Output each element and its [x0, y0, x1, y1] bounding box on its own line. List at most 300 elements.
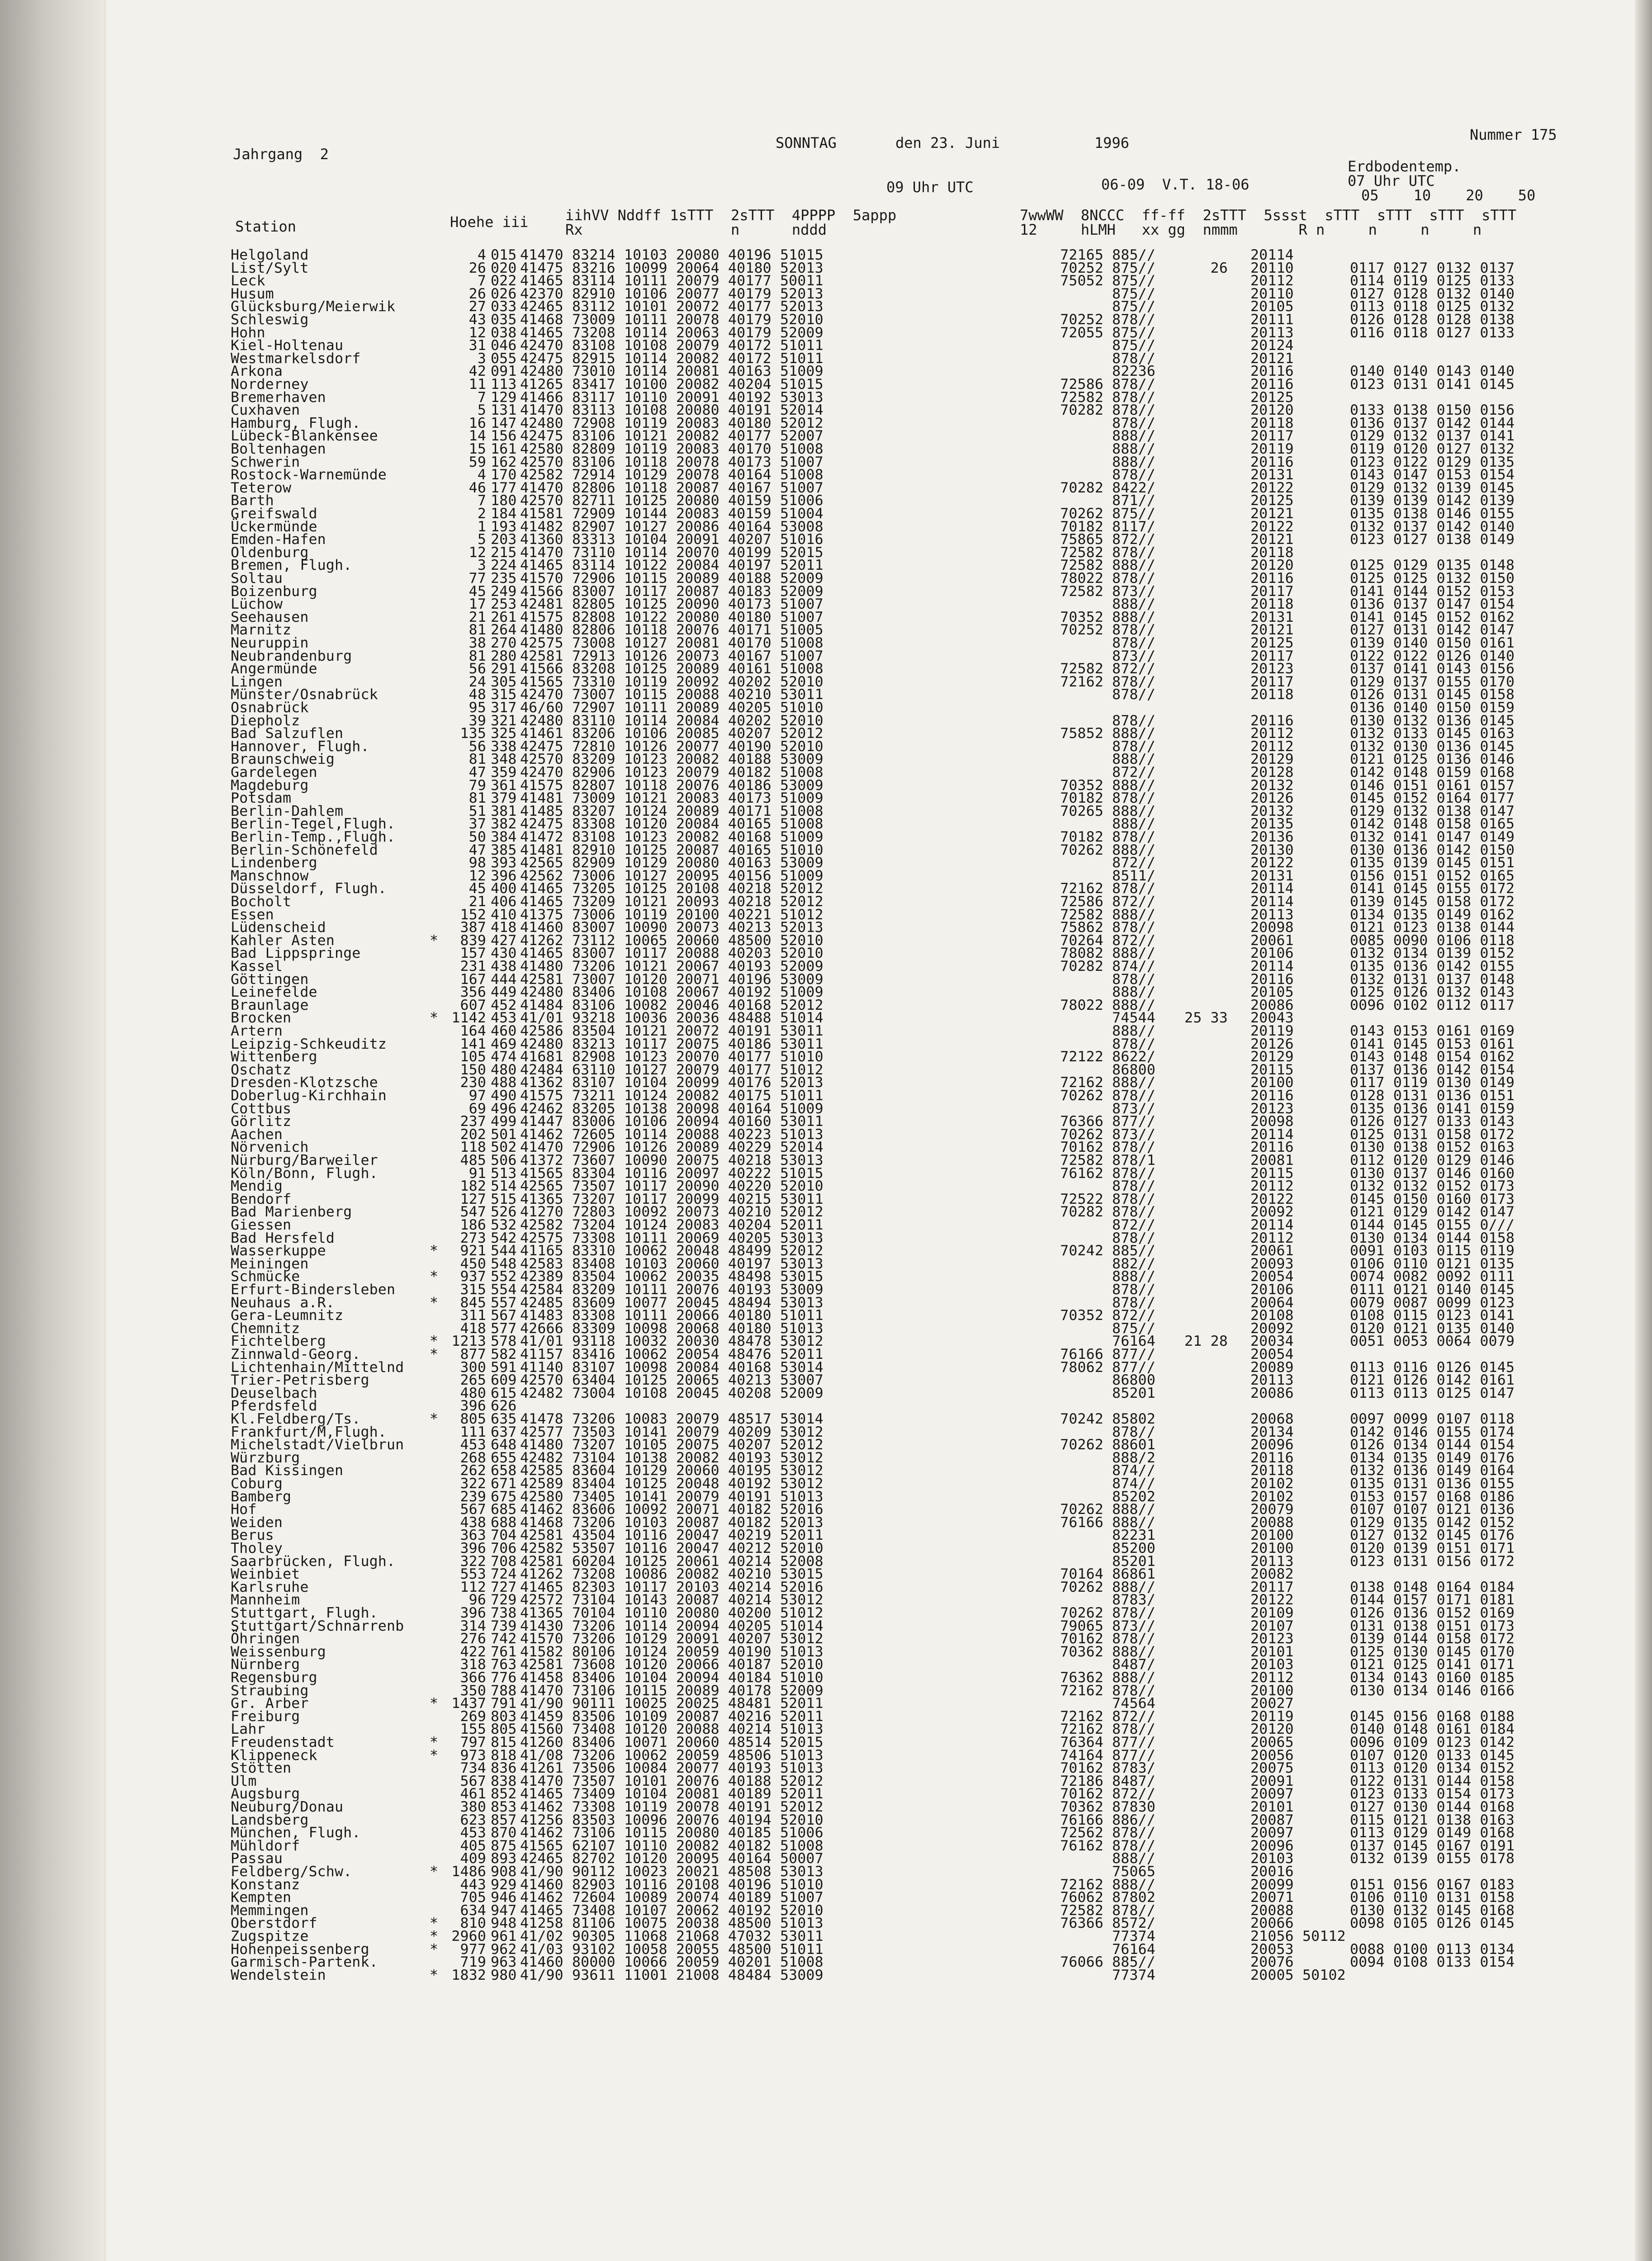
cell-soil: 0130 0137 0146 0160	[1350, 1165, 1515, 1182]
cell-ext: 20118	[1250, 415, 1294, 431]
cell-data: 42580 73405 10141 20079 40191 51013	[520, 1488, 824, 1505]
cell-syn: 70252 878//	[1060, 312, 1155, 328]
cell-ext: 20103	[1250, 1656, 1294, 1673]
cell-ext: 20119	[1250, 1023, 1294, 1039]
cell-soil: 0130 0138 0152 0163	[1350, 1139, 1515, 1156]
cell-hoehe: 623	[460, 1812, 486, 1828]
date: den 23. Juni	[895, 134, 1000, 151]
cell-data: 41470 72906 10126 20089 40229 52014	[520, 1139, 824, 1156]
cell-hoehe: 16	[469, 415, 486, 431]
cell-data: 42480 83406 10108 20067 40192 51009	[520, 984, 824, 1001]
cell-station: Freiburg	[231, 1708, 300, 1725]
cell-hoehe: 453	[460, 1825, 486, 1841]
cell-hoehe: 239	[460, 1488, 486, 1505]
cell-data: 42586 83504 10121 20072 40191 53011	[520, 1023, 824, 1039]
cell-station: Greifswald	[231, 506, 317, 522]
cell-hoehe: 21	[469, 894, 486, 910]
cell-iii: 170	[491, 467, 517, 483]
cell-star: *	[430, 1411, 439, 1427]
cell-ext: 20116	[1250, 454, 1294, 470]
cell-station: Bocholt	[231, 894, 292, 910]
cell-station: Gr. Arber	[231, 1695, 309, 1712]
cell-data: 41460 80000 10066 20059 40201 51008	[520, 1954, 824, 1971]
cell-syn: 75865 872//	[1060, 531, 1155, 548]
cell-iii: 348	[491, 751, 517, 768]
cell-iii: 577	[491, 1320, 517, 1337]
cell-hoehe: 46	[469, 479, 486, 496]
cell-data: 41485 83207 10124 20089 40171 51008	[520, 803, 824, 819]
cell-iii: 438	[491, 958, 517, 974]
cell-soil: 0136 0140 0150 0159	[1350, 700, 1515, 716]
cell-hoehe: 38	[469, 635, 486, 651]
cell-hoehe: 37	[469, 816, 486, 833]
cell-data: 41/02 90305 11068 21068 47032 53011	[520, 1928, 824, 1944]
cell-syn: 76166 886//	[1060, 1812, 1155, 1828]
cell-iii: 980	[491, 1967, 517, 1983]
cell-syn: 888//	[1112, 1268, 1155, 1285]
cell-ext: 20115	[1250, 1061, 1294, 1078]
cell-ext: 20131	[1250, 609, 1294, 625]
cell-ext: 20056	[1250, 1747, 1294, 1764]
cell-iii: 046	[491, 337, 517, 354]
cell-station: Nörvenich	[231, 1139, 309, 1156]
cell-soil: 0132 0130 0136 0145	[1350, 738, 1515, 755]
cell-syn: 874//	[1112, 1476, 1155, 1492]
cell-hoehe: 43	[469, 312, 486, 328]
cell-soil: 0125 0131 0158 0172	[1350, 1126, 1515, 1143]
cell-iii: 706	[491, 1540, 517, 1556]
cell-hoehe: 387	[460, 919, 486, 936]
cell-hoehe: 81	[469, 751, 486, 768]
cell-station: Gardelegen	[231, 764, 317, 780]
cell-station: Kahler Asten	[231, 932, 335, 949]
cell-syn: 878//	[1112, 712, 1155, 729]
cell-station: Lichtenhain/Mittelnd	[231, 1359, 404, 1376]
cell-station: Gera-Leumnitz	[231, 1307, 344, 1324]
cell-syn: 882//	[1112, 1255, 1155, 1272]
cell-data: 42475 83106 10121 20082 40177 52007	[520, 428, 824, 445]
cell-iii: 582	[491, 1346, 517, 1362]
cell-data: 42575 73008 10127 20081 40170 51008	[520, 635, 824, 651]
cell-syn: 78022 888//	[1060, 997, 1155, 1013]
cell-station: Braunschweig	[231, 751, 335, 768]
cell-iii: 253	[491, 596, 517, 613]
cell-data: 41468 73206 10103 20087 40182 52013	[520, 1514, 824, 1531]
cell-iii: 361	[491, 777, 517, 794]
cell-iii: 156	[491, 428, 517, 445]
cell-ext: 20034	[1250, 1333, 1294, 1350]
cell-ext: 20120	[1250, 557, 1294, 574]
cell-ext: 20112	[1250, 1178, 1294, 1195]
cell-station: Braunlage	[231, 997, 309, 1013]
cell-station: Rostock-Warnemünde	[231, 467, 387, 483]
cell-hoehe: 1213	[451, 1333, 486, 1350]
cell-ext: 20116	[1250, 570, 1294, 587]
cell-iii: 488	[491, 1074, 517, 1091]
cell-syn: 70265 888//	[1060, 803, 1155, 819]
cell-ext: 20106	[1250, 945, 1294, 962]
cell-syn: 878//	[1112, 1282, 1155, 1298]
cell-station: Konstanz	[231, 1876, 300, 1893]
cell-star: *	[430, 1695, 439, 1712]
cell-soil: 0141 0145 0155 0172	[1350, 880, 1515, 897]
cell-data: 41581 72909 10144 20083 40159 51004	[520, 506, 824, 522]
cell-soil: 0135 0136 0142 0155	[1350, 958, 1515, 974]
cell-hoehe: 167	[460, 971, 486, 988]
cell-syn: 70164 86861	[1060, 1566, 1155, 1583]
cell-soil: 0113 0120 0134 0152	[1350, 1760, 1515, 1777]
cell-hoehe: 719	[460, 1954, 486, 1971]
cell-hoehe: 356	[460, 984, 486, 1001]
cell-iii: 738	[491, 1605, 517, 1621]
cell-station: Hamburg, Flugh.	[231, 415, 361, 431]
cell-ext: 20114	[1250, 880, 1294, 897]
cell-data: 42562 73006 10127 20095 40156 51009	[520, 867, 824, 884]
cell-soil: 0127 0131 0142 0147	[1350, 622, 1515, 639]
cell-hoehe: 118	[460, 1139, 486, 1156]
cell-ext: 20119	[1250, 441, 1294, 457]
cell-iii: 502	[491, 1139, 517, 1156]
cell-syn: 872//	[1112, 1217, 1155, 1233]
cell-ext: 20136	[1250, 829, 1294, 845]
cell-data: 41260 83406 10071 20060 48514 52015	[520, 1734, 824, 1750]
cell-syn: 77374	[1112, 1967, 1155, 1983]
cell-data: 41258 81106 10075 20038 48500 51013	[520, 1915, 824, 1932]
cell-hoehe: 47	[469, 842, 486, 858]
cell-soil: 0107 0107 0121 0136	[1350, 1501, 1515, 1518]
cell-station: Bendorf	[231, 1191, 292, 1207]
cell-iii: 567	[491, 1307, 517, 1324]
cell-soil: 0134 0135 0149 0162	[1350, 906, 1515, 923]
cell-hoehe: 39	[469, 712, 486, 729]
cell-syn: 72562 878//	[1060, 1825, 1155, 1841]
cell-data: 41165 83310 10062 20048 48499 52012	[520, 1243, 824, 1259]
cell-data: 41/01 93118 10032 20030 48478 53012	[520, 1333, 824, 1350]
cell-data: 41140 83107 10098 20084 40168 53014	[520, 1359, 824, 1376]
cell-ext: 20097	[1250, 1825, 1294, 1841]
cell-iii: 788	[491, 1682, 517, 1699]
cell-ext: 20102	[1250, 1476, 1294, 1492]
cell-star: *	[430, 1747, 439, 1764]
cell-hoehe: 152	[460, 906, 486, 923]
cell-hoehe: 553	[460, 1566, 486, 1583]
cell-soil: 0132 0133 0145 0163	[1350, 725, 1515, 742]
cell-data: 41/90 90111 10025 20025 48481 52011	[520, 1695, 824, 1712]
cell-syn: 86800	[1112, 1372, 1155, 1389]
year: 1996	[1094, 134, 1130, 151]
cell-station: Kiel-Holtenau	[231, 337, 344, 354]
cell-iii: 410	[491, 906, 517, 923]
cell-soil: 0111 0121 0140 0145	[1350, 1282, 1515, 1298]
cell-iii: 203	[491, 531, 517, 548]
cell-iii: 430	[491, 945, 517, 962]
cell-soil: 0130 0132 0145 0168	[1350, 1902, 1515, 1919]
cell-syn: 70242 885//	[1060, 1243, 1155, 1259]
cell-ext: 20105	[1250, 298, 1294, 315]
cell-soil: 0133 0138 0150 0156	[1350, 402, 1515, 419]
cell-ext: 20105	[1250, 984, 1294, 1001]
cell-ff: 25 33	[1184, 1010, 1228, 1026]
cell-station: Lindenberg	[231, 855, 317, 871]
cell-station: Freudenstadt	[231, 1734, 335, 1750]
cell-soil: 0097 0099 0107 0118	[1350, 1411, 1515, 1427]
cell-soil: 0129 0135 0142 0152	[1350, 1514, 1515, 1531]
cell-iii: 113	[491, 376, 517, 393]
cell-syn: 78062 877//	[1060, 1359, 1155, 1376]
cell-iii: 382	[491, 816, 517, 833]
cell-syn: 85200	[1112, 1540, 1155, 1556]
cell-syn: 85202	[1112, 1488, 1155, 1505]
cell-iii: 452	[491, 997, 517, 1013]
cell-iii: 578	[491, 1333, 517, 1350]
cell-soil: 0051 0053 0064 0079	[1350, 1333, 1515, 1350]
cell-station: Chemnitz	[231, 1320, 300, 1337]
cell-iii: 724	[491, 1566, 517, 1583]
cell-star: *	[430, 1967, 439, 1983]
cell-syn: 72122 8622/	[1060, 1049, 1155, 1065]
cell-hoehe: 111	[460, 1424, 486, 1440]
cell-soil: 0145 0150 0160 0173	[1350, 1191, 1515, 1207]
cell-ext: 20113	[1250, 1553, 1294, 1570]
cell-data: 42462 83205 10138 20098 40164 51009	[520, 1100, 824, 1117]
cell-soil: 0137 0141 0143 0156	[1350, 661, 1515, 677]
cell-ext: 20116	[1250, 376, 1294, 393]
cell-iii: 761	[491, 1643, 517, 1660]
cell-iii: 637	[491, 1424, 517, 1440]
cell-ext: 20102	[1250, 1488, 1294, 1505]
cell-hoehe: 1142	[451, 1010, 486, 1026]
cell-soil: 0116 0118 0127 0133	[1350, 324, 1515, 341]
cell-hoehe: 485	[460, 1152, 486, 1168]
cell-syn: 70262 873//	[1060, 1126, 1155, 1143]
cell-syn: 82231	[1112, 1527, 1155, 1544]
cell-syn: 72162 878//	[1060, 1682, 1155, 1699]
col-group-a2: Rx n nddd	[565, 221, 827, 238]
cell-iii: 147	[491, 415, 517, 431]
cell-hoehe: 380	[460, 1799, 486, 1815]
cell-data: 41372 73607 10090 20075 40218 53013	[520, 1152, 824, 1168]
cell-syn: 76166 888//	[1060, 1514, 1155, 1531]
cell-iii: 449	[491, 984, 517, 1001]
cell-ext: 20124	[1250, 337, 1294, 354]
cell-iii: 091	[491, 363, 517, 380]
cell-soil: 0139 0140 0150 0161	[1350, 635, 1515, 651]
cell-station: Angermünde	[231, 661, 317, 677]
col-hoehe: Hoehe iii	[450, 213, 529, 231]
cell-hoehe: 21	[469, 609, 486, 625]
cell-hoehe: 4	[477, 247, 486, 263]
cell-station: Barth	[231, 492, 274, 509]
cell-star: *	[430, 1734, 439, 1750]
cell-syn: 70182 878//	[1060, 829, 1155, 845]
cell-ext: 20112	[1250, 1230, 1294, 1246]
cell-hoehe: 797	[460, 1734, 486, 1750]
cell-soil: 0126 0134 0144 0154	[1350, 1437, 1515, 1453]
cell-syn: 888//	[1112, 441, 1155, 457]
cell-station: Fichtelberg	[231, 1333, 326, 1350]
cell-data: 41/90 93611 11001 21008 48484 53009	[520, 1967, 824, 1983]
cell-station: Wittenberg	[231, 1049, 317, 1065]
cell-ext: 20114	[1250, 958, 1294, 974]
cell-syn: 878//	[1112, 467, 1155, 483]
cell-soil: 0120 0139 0151 0171	[1350, 1540, 1515, 1556]
cell-data: 41447 83006 10106 20094 40160 53011	[520, 1113, 824, 1130]
cell-station: Bremerhaven	[231, 389, 326, 406]
cell-station: Manschnow	[231, 867, 309, 884]
cell-soil: 0129 0132 0139 0145	[1350, 479, 1515, 496]
cell-soil: 0140 0140 0143 0140	[1350, 363, 1515, 380]
cell-syn: 72055 875//	[1060, 324, 1155, 341]
cell-ext: 20096	[1250, 1437, 1294, 1453]
cell-hoehe: 95	[469, 700, 486, 716]
cell-hoehe: 157	[460, 945, 486, 962]
cell-ext: 20100	[1250, 1540, 1294, 1556]
cell-ext: 20113	[1250, 1372, 1294, 1389]
cell-iii: 035	[491, 312, 517, 328]
cell-data: 41256 83503 10096 20076 40194 52010	[520, 1812, 824, 1828]
cell-station: Berlin-Schönefeld	[231, 842, 378, 858]
cell-station: Glücksburg/Meierwik	[231, 298, 396, 315]
cell-ext: 20110	[1250, 285, 1294, 302]
cell-syn: 70362 87830	[1060, 1799, 1155, 1815]
cell-iii: 235	[491, 570, 517, 587]
cell-syn: 70252 875//	[1060, 260, 1155, 276]
cell-soil: 0137 0136 0142 0154	[1350, 1061, 1515, 1078]
cell-soil: 0132 0131 0137 0148	[1350, 971, 1515, 988]
cell-station: Coburg	[231, 1476, 283, 1492]
cell-soil: 0132 0141 0147 0149	[1350, 829, 1515, 845]
cell-syn: 70352 888//	[1060, 609, 1155, 625]
cell-data: 41365 73207 10117 20099 40215 53011	[520, 1191, 824, 1207]
cell-iii: 947	[491, 1902, 517, 1919]
cell-ext: 20088	[1250, 1514, 1294, 1531]
cell-syn: 85201	[1112, 1385, 1155, 1401]
cell-syn: 76166 877//	[1060, 1346, 1155, 1362]
cell-station: Neubrandenburg	[231, 648, 352, 664]
cell-soil: 0096 0109 0123 0142	[1350, 1734, 1515, 1750]
cell-hoehe: 14	[469, 428, 486, 445]
cell-data: 42581 73608 10120 20066 40187 52010	[520, 1656, 824, 1673]
cell-soil: 0140 0148 0161 0184	[1350, 1721, 1515, 1738]
cell-syn: 72582 878/1	[1060, 1152, 1155, 1168]
cell-station: Meiningen	[231, 1255, 309, 1272]
cell-syn: 72165 885//	[1060, 247, 1155, 263]
cell-iii: 480	[491, 1061, 517, 1078]
cell-station: Görlitz	[231, 1113, 292, 1130]
cell-syn: 873//	[1112, 648, 1155, 664]
cell-ext: 20117	[1250, 673, 1294, 690]
cell-syn: 888//	[1112, 428, 1155, 445]
cell-iii: 526	[491, 1204, 517, 1220]
cell-soil: 0134 0135 0149 0176	[1350, 1449, 1515, 1466]
cell-soil: 0141 0145 0152 0162	[1350, 609, 1515, 625]
cell-syn: 76364 877//	[1060, 1734, 1155, 1750]
cell-data: 41465 73409 10104 20081 40189 52011	[520, 1786, 824, 1802]
cell-soil: 0126 0128 0128 0138	[1350, 312, 1515, 328]
weekday: SONNTAG	[776, 134, 837, 151]
cell-iii: 162	[491, 454, 517, 470]
cell-syn: 70282 878//	[1060, 1204, 1155, 1220]
cell-soil: 0132 0132 0152 0173	[1350, 1178, 1515, 1195]
cell-syn: 72582 878//	[1060, 389, 1155, 406]
cell-data: 41461 83206 10106 20085 40207 52012	[520, 725, 824, 742]
cell-station: Hohn	[231, 324, 265, 341]
cell-station: Oldenburg	[231, 544, 309, 561]
cell-iii: 803	[491, 1708, 517, 1725]
cell-iii: 379	[491, 790, 517, 807]
cell-iii: 427	[491, 932, 517, 949]
cell-data: 42582 72914 10129 20078 40164 51008	[520, 467, 824, 483]
cell-station: Westmarkelsdorf	[231, 350, 361, 367]
cell-syn: 888//	[1112, 596, 1155, 613]
cell-syn: 888//	[1112, 751, 1155, 768]
cell-iii: 615	[491, 1385, 517, 1401]
cell-station: Landsberg	[231, 1812, 309, 1828]
cell-data: 41458 83406 10104 20094 40184 51010	[520, 1670, 824, 1686]
cell-ext: 20121	[1250, 506, 1294, 522]
cell-hoehe: 273	[460, 1230, 486, 1246]
jahrgang: Jahrgang 2	[233, 146, 329, 163]
cell-ext: 20107	[1250, 1618, 1294, 1634]
cell-hoehe: 845	[460, 1294, 486, 1311]
cell-ext: 20113	[1250, 324, 1294, 341]
cell-data: 41480 82806 10118 20076 40171 51005	[520, 622, 824, 639]
cell-syn: 72582 873//	[1060, 583, 1155, 600]
cell-iii: 474	[491, 1049, 517, 1065]
cell-soil: 0113 0118 0125 0132	[1350, 298, 1515, 315]
cell-ext: 20126	[1250, 790, 1294, 807]
cell-soil: 0122 0131 0144 0158	[1350, 1773, 1515, 1789]
cell-station: Berlin-Dahlem	[231, 803, 344, 819]
cell-iii: 280	[491, 648, 517, 664]
cell-data: 42465 83112 10101 20072 40177 52013	[520, 298, 824, 315]
cell-soil: 0127 0132 0145 0176	[1350, 1527, 1515, 1544]
cell-iii: 317	[491, 700, 517, 716]
cell-soil: 0113 0129 0149 0168	[1350, 1825, 1515, 1841]
cell-iii: 224	[491, 557, 517, 574]
cell-star: *	[430, 1268, 439, 1285]
cell-hoehe: 5	[477, 402, 486, 419]
cell-station: Klippeneck	[231, 1747, 317, 1764]
cell-data: 42565 82909 10129 20080 40163 53009	[520, 855, 824, 871]
cell-iii: 908	[491, 1864, 517, 1880]
cell-ext: 20132	[1250, 803, 1294, 819]
cell-hoehe: 450	[460, 1255, 486, 1272]
cell-syn: 70162 878//	[1060, 1631, 1155, 1647]
cell-ext: 20114	[1250, 247, 1294, 263]
cell-iii: 396	[491, 867, 517, 884]
cell-ext: 21056 50112	[1250, 1928, 1346, 1944]
cell-hoehe: 26	[469, 260, 486, 276]
cell-ext: 20112	[1250, 1670, 1294, 1686]
cell-hoehe: 112	[460, 1579, 486, 1595]
cell-data: 42470 82906 10123 20079 40182 51008	[520, 764, 824, 780]
cell-hoehe: 26	[469, 285, 486, 302]
cell-syn: 878//	[1112, 971, 1155, 988]
cell-hoehe: 422	[460, 1643, 486, 1660]
cell-syn: 72582 878//	[1060, 544, 1155, 561]
cell-station: Berus	[231, 1527, 274, 1544]
cell-ext: 20118	[1250, 544, 1294, 561]
cell-data: 42470 73007 10115 20088 40210 53011	[520, 686, 824, 703]
cell-syn: 72186 8487/	[1060, 1773, 1155, 1789]
cell-hoehe: 51	[469, 803, 486, 819]
cell-soil: 0132 0137 0142 0140	[1350, 518, 1515, 535]
cell-syn: 888//	[1112, 816, 1155, 833]
cell-station: Pferdsfeld	[231, 1398, 317, 1414]
cell-hoehe: 47	[469, 764, 486, 780]
cell-syn: 878//	[1112, 686, 1155, 703]
